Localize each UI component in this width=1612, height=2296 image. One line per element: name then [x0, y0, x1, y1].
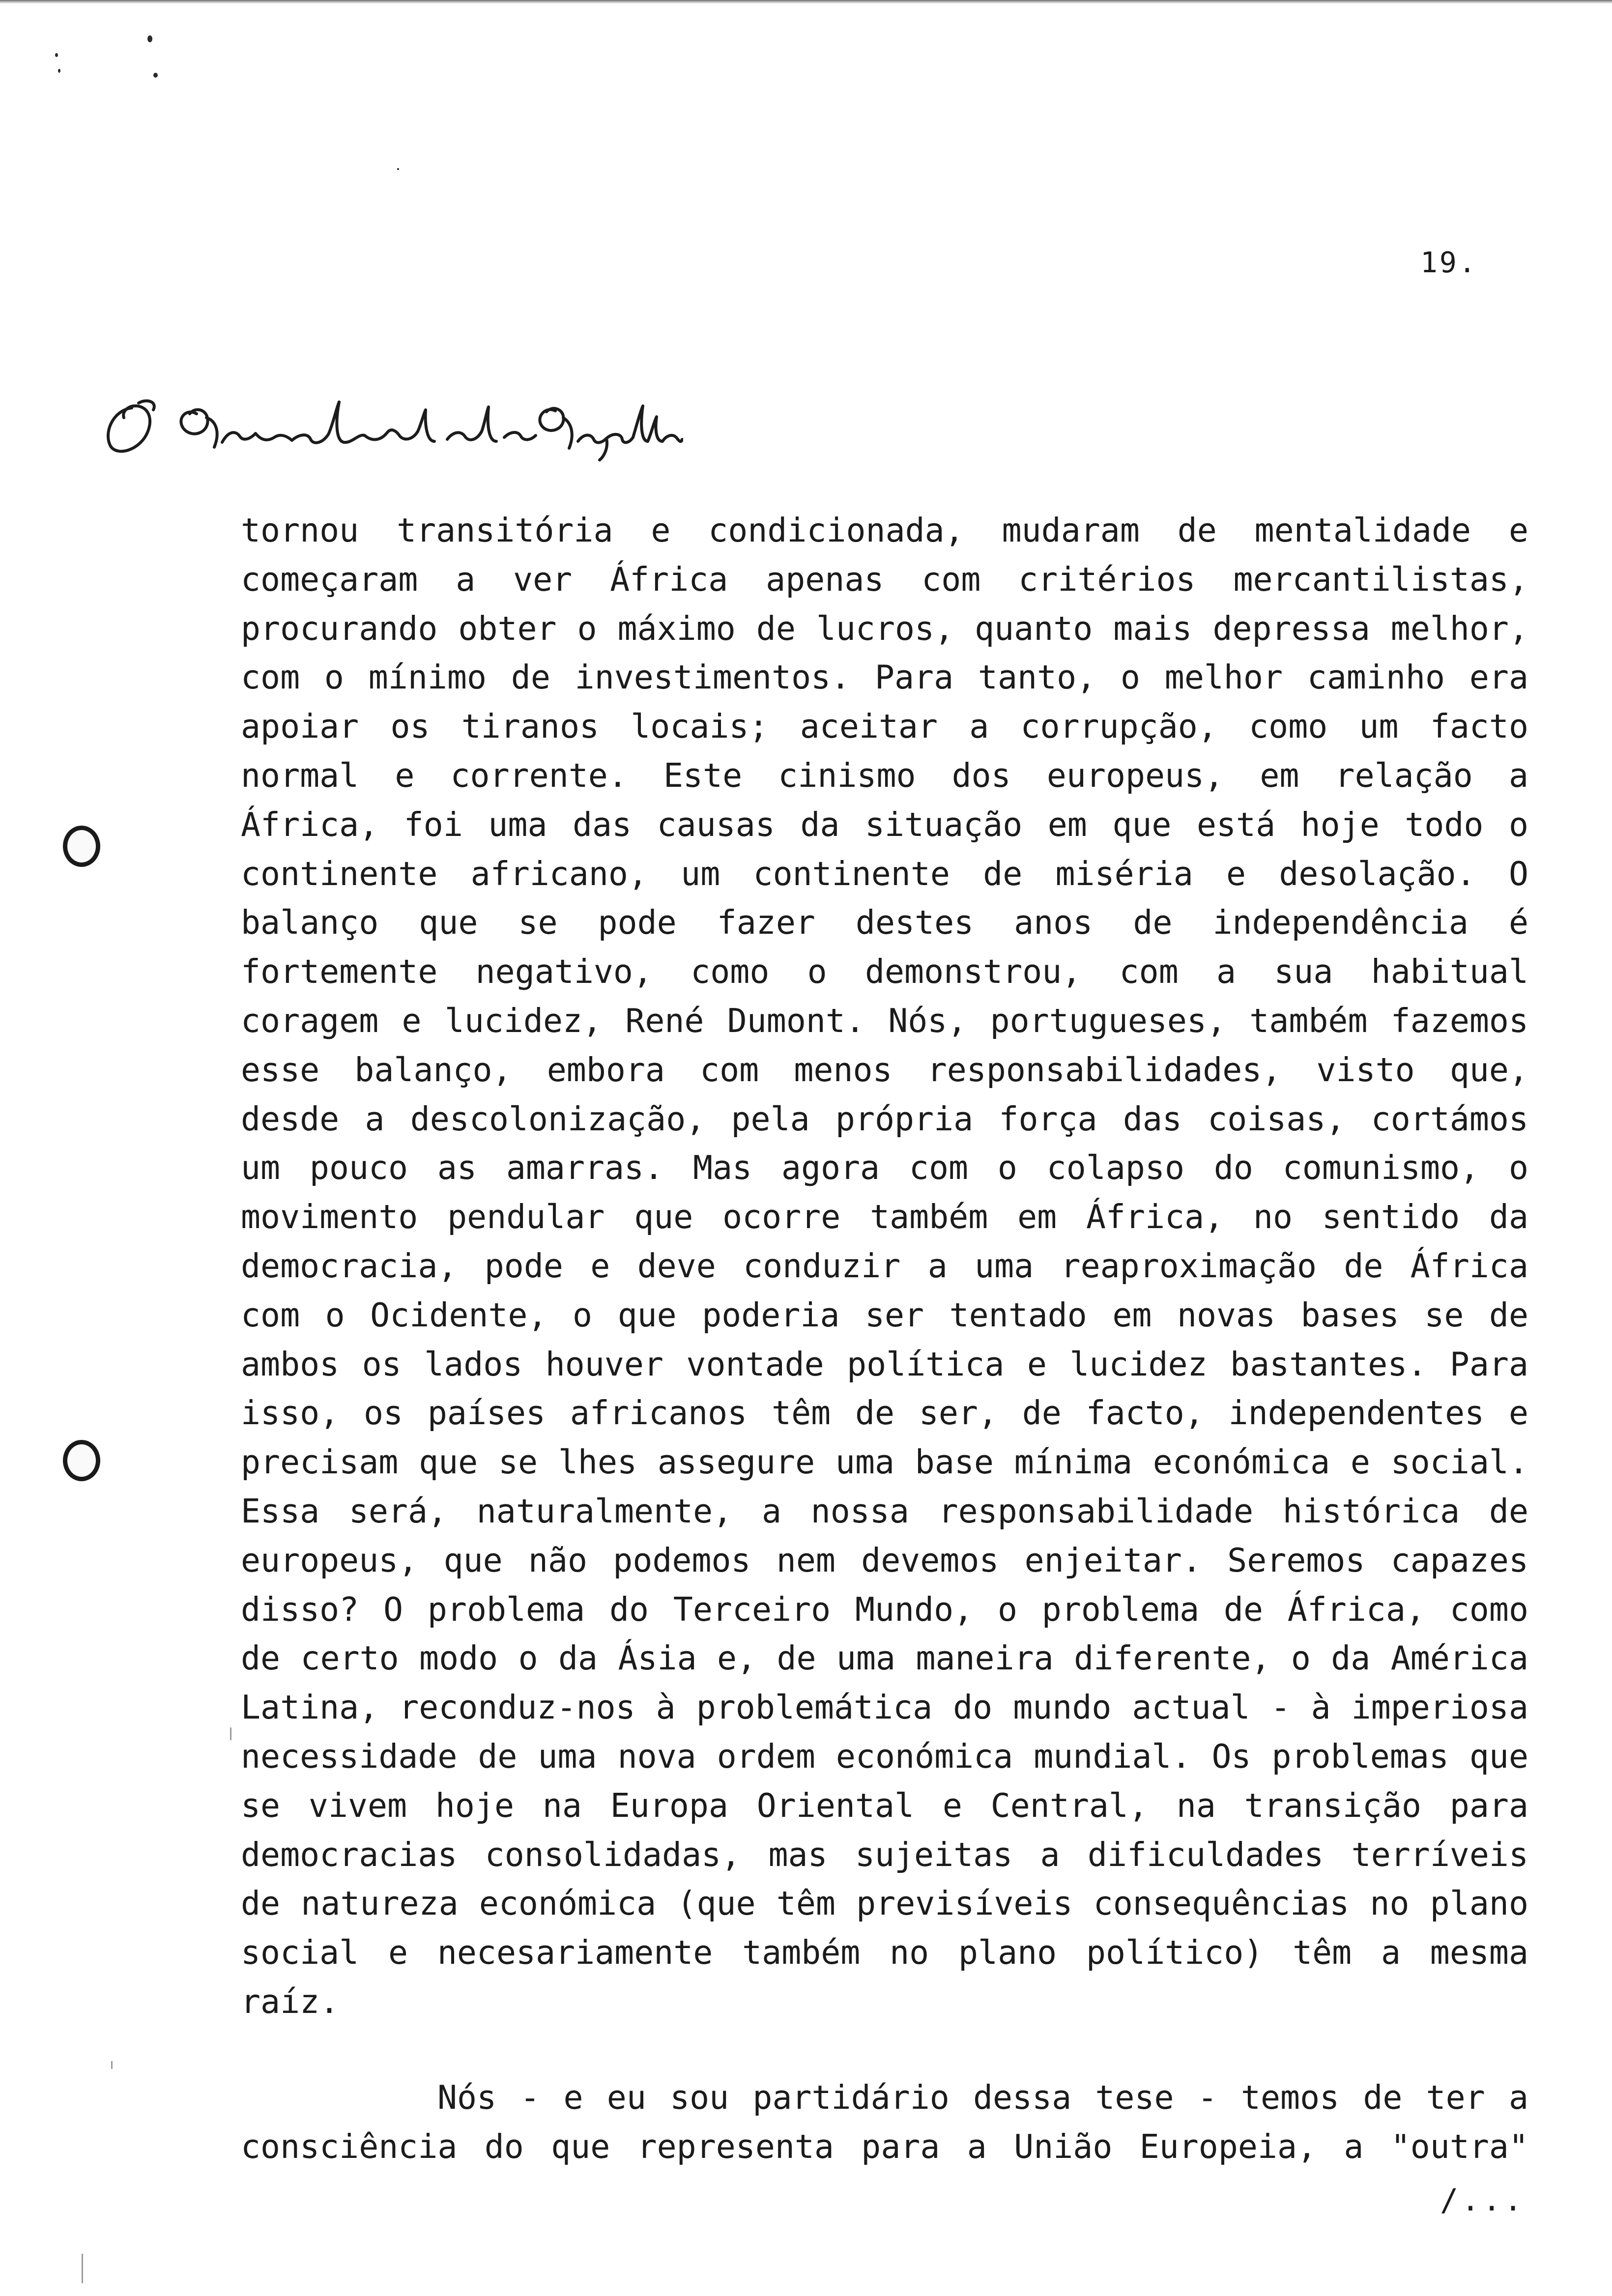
- text-line: consciência do que representa para a União Europeia, a "outra": [241, 2127, 1528, 2166]
- text-line: democracias consolidadas, mas sujeitas a dificuldades terríveis: [241, 1835, 1528, 1874]
- scan-speck: [397, 168, 399, 170]
- punch-hole: [63, 826, 100, 867]
- text-line: com o mínimo de investimentos. Para tanto, o melhor caminho era: [241, 658, 1528, 697]
- text-line: necessidade de uma nova ordem económica mundial. Os problemas que: [241, 1737, 1528, 1776]
- presidential-letterhead-logo: [93, 388, 683, 462]
- text-line: um pouco as amarras. Mas agora com o colapso do comunismo, o: [241, 1148, 1528, 1187]
- text-line: continente africano, um continente de miséria e desolação. O: [241, 854, 1528, 893]
- text-line: balanço que se pode fazer destes anos de independência é: [241, 903, 1528, 942]
- text-line: de certo modo o da Ásia e, de uma maneira diferente, o da América: [241, 1639, 1528, 1678]
- text-line: Nós - e eu sou partidário dessa tese - temos de ter a: [437, 2078, 1528, 2117]
- text-line: se vivem hoje na Europa Oriental e Central, na transição para: [241, 1786, 1528, 1825]
- text-line: europeus, que não podemos nem devemos enjeitar. Seremos capazes: [241, 1541, 1528, 1579]
- scan-speck: [58, 69, 60, 73]
- text-line: isso, os países africanos têm de ser, de facto, independentes e: [241, 1394, 1528, 1433]
- text-line: raíz.: [241, 1982, 340, 2021]
- text-line: coragem e lucidez, René Dumont. Nós, portugueses, também fazemos: [241, 1001, 1528, 1040]
- continuation-mark: /...: [1440, 2182, 1526, 2218]
- margin-scan-mark: [230, 1727, 231, 1740]
- text-line: social e necesariamente também no plano político) têm a mesma: [241, 1933, 1528, 1972]
- page-number: 19.: [1420, 246, 1478, 279]
- text-line: de natureza económica (que têm previsíveis consequências no plano: [241, 1884, 1528, 1923]
- text-line: democracia, pode e deve conduzir a uma reaproximação de África: [241, 1246, 1528, 1285]
- text-line: normal e corrente. Este cinismo dos europeus, em relação a: [241, 756, 1528, 795]
- text-line: fortemente negativo, como o demonstrou, com a sua habitual: [241, 952, 1528, 991]
- paragraph-2: [241, 2073, 1528, 2171]
- text-line: ambos os lados houver vontade política e lucidez bastantes. Para: [241, 1345, 1528, 1383]
- scan-top-edge: [0, 0, 1612, 4]
- text-line: começaram a ver África apenas com critérios mercantilistas,: [241, 560, 1528, 599]
- margin-scan-mark: [82, 2254, 83, 2283]
- text-line: disso? O problema do Terceiro Mundo, o problema de África, como: [241, 1590, 1528, 1629]
- text-line: Essa será, naturalmente, a nossa responsabilidade histórica de: [241, 1492, 1528, 1530]
- text-line: África, foi uma das causas da situação em que está hoje todo o: [241, 805, 1528, 844]
- paragraph-1: [241, 506, 1528, 2027]
- text-line: movimento pendular que ocorre também em África, no sentido da: [241, 1198, 1528, 1236]
- scan-speck: [55, 53, 58, 57]
- text-line: desde a descolonização, pela própria força das coisas, cortámos: [241, 1099, 1528, 1138]
- text-line: esse balanço, embora com menos responsabilidades, visto que,: [241, 1050, 1528, 1089]
- punch-hole: [63, 1440, 100, 1481]
- margin-scan-mark: [111, 2061, 113, 2069]
- scan-speck: [147, 35, 152, 42]
- text-line: com o Ocidente, o que poderia ser tentado em novas bases se de: [241, 1295, 1528, 1334]
- text-line: precisam que se lhes assegure uma base mínima económica e social.: [241, 1443, 1528, 1482]
- text-line: tornou transitória e condicionada, mudaram de mentalidade e: [241, 511, 1528, 549]
- text-line: Latina, reconduz-nos à problemática do mundo actual - à imperiosa: [241, 1688, 1528, 1727]
- letterhead-text: O Presidente da República: [93, 388, 101, 389]
- text-line: apoiar os tiranos locais; aceitar a corrupção, como um facto: [241, 707, 1528, 746]
- text-line: procurando obter o máximo de lucros, quanto mais depressa melhor,: [241, 609, 1528, 648]
- scan-speck: [153, 73, 158, 78]
